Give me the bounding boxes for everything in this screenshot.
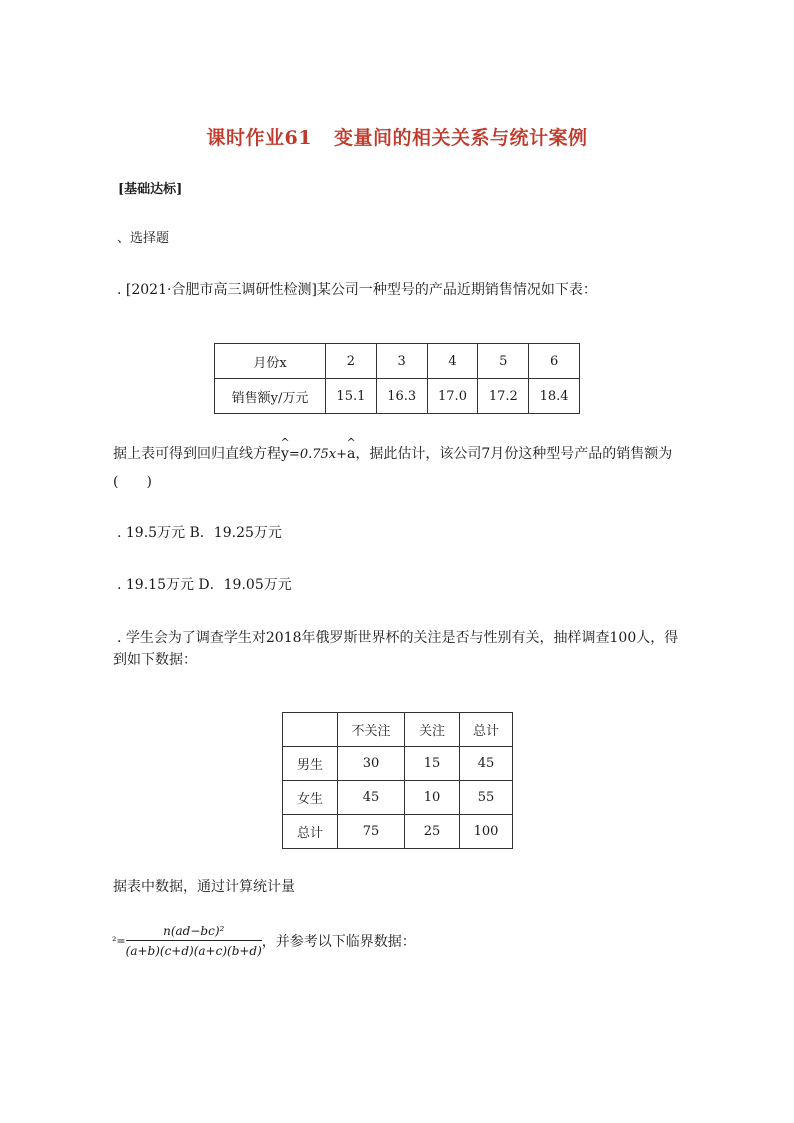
q1-eq-mid: =0.75x+ [288,447,347,462]
table-cell: 3 [376,344,427,379]
formula-denominator: (a+b)(c+d)(a+c)(b+d) [125,944,262,958]
q2-contingency-table [282,712,513,849]
table-cell: 16.3 [376,379,427,414]
q1-stem: . [2021·合肥市高三调研性检测]某公司一种型号的产品近期销售情况如下表： [117,282,597,298]
table-cell: 4 [427,344,478,379]
q1-options-line2: . 19.15万元 D．19.05万元 [117,577,292,593]
table-cell: 18.4 [529,379,580,414]
table-cell: 总计 [460,713,513,747]
chi-square-formula [112,924,416,958]
formula-suffix: ，并参考以下临界数据： [261,934,416,950]
table-row [215,379,580,414]
q1-text-b: ，据此估计，该公司7月份这种型号产品的销售额为 [355,446,673,462]
table-cell: 17.0 [427,379,478,414]
q2-stem-line2: 到如下数据： [113,652,197,668]
table-cell [283,713,338,747]
title-part1: 课时作业61 [206,127,312,149]
table-cell: 总计 [283,815,338,849]
table-cell: 45 [338,781,405,815]
q1-regression-line [113,443,672,463]
table-row [215,344,580,379]
formula-fraction [126,924,262,958]
table-cell: 100 [460,815,513,849]
table-cell: 17.2 [478,379,529,414]
table-row [283,747,513,781]
table-cell: 不关注 [338,713,405,747]
formula-numerator: n(ad−bc)² [126,924,262,941]
table-cell: 2 [326,344,377,379]
table-row [283,815,513,849]
table-cell: 女生 [283,781,338,815]
q1-options-line1: . 19.5万元 B．19.25万元 [117,525,282,541]
title-part2: 变量间的相关关系与统计案例 [333,127,588,149]
table-row [283,713,513,747]
q1-answer-paren: ( ) [113,474,152,490]
q2-text-after: 据表中数据，通过计算统计量 [113,879,295,895]
table-cell: 销售额y/万元 [215,379,326,414]
table-cell: 30 [338,747,405,781]
table-cell: 男生 [283,747,338,781]
page-title [0,123,794,150]
q1-text-a: 据上表可得到回归直线方程 [113,446,281,462]
table-cell: 15.1 [326,379,377,414]
table-cell: 关注 [405,713,460,747]
table-cell: 55 [460,781,513,815]
table-row [283,781,513,815]
table-cell: 15 [405,747,460,781]
table-cell: 25 [405,815,460,849]
q2-stem-line1: . 学生会为了调查学生对2018年俄罗斯世界杯的关注是否与性别有关，抽样调查100人，得 [117,630,679,646]
table-cell: 45 [460,747,513,781]
table-cell: 月份x [215,344,326,379]
section-choice: 、选择题 [117,231,170,246]
y-hat: ^ y [281,446,289,462]
table-cell: 6 [529,344,580,379]
table-cell: 75 [338,815,405,849]
q1-sales-table [214,343,580,414]
table-cell: 5 [478,344,529,379]
table-cell: 10 [405,781,460,815]
section-basic: [基础达标] [118,182,183,197]
formula-prefix: ²= [112,934,126,948]
a-hat: ^ a [347,446,355,462]
